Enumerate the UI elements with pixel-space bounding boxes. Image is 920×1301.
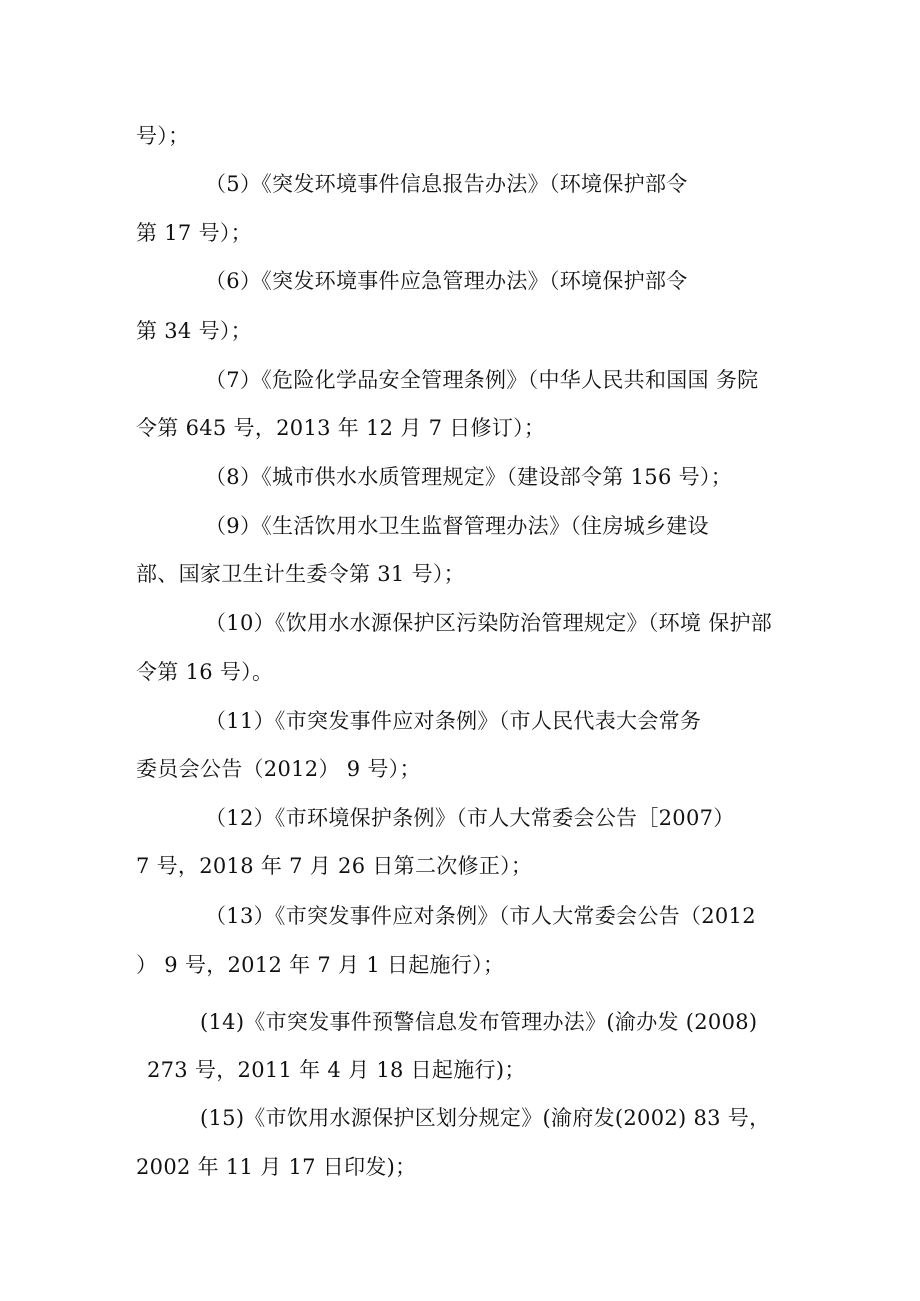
text-line: （12）《市环境保护条例》（市人大常委会公告［2007） bbox=[205, 806, 735, 830]
text-line: （9）《生活饮用水卫生监督管理办法》（住房城乡建设 bbox=[205, 514, 709, 538]
text-line: （6）《突发环境事件应急管理办法》（环境保护部令 bbox=[205, 269, 688, 293]
text-line: （5）《突发环境事件信息报告办法》（环境保护部令 bbox=[205, 172, 688, 196]
text-line: (15)《市饮用水源保护区划分规定》(渝府发(2002) 83 号， bbox=[200, 1106, 771, 1130]
text-line: 273 号，2011 年 4 月 18 日起施行)； bbox=[140, 1058, 526, 1082]
text-line: 第 34 号）； bbox=[136, 319, 252, 343]
text-line: 令第 16 号）。 bbox=[136, 660, 274, 684]
text-line: （7）《危险化学品安全管理条例》（中华人民共和国国 务院 bbox=[205, 368, 759, 392]
text-line: 7 号，2018 年 7 月 26 日第二次修正）； bbox=[136, 854, 533, 878]
text-line: （10）《饮用水水源保护区污染防治管理规定》（环境 保护部 bbox=[205, 611, 773, 635]
text-line: （13）《市突发事件应对条例》（市人大常委会公告（2012 bbox=[205, 904, 756, 928]
text-line: （8）《城市供水水质管理规定》（建设部令第 156 号）； bbox=[205, 465, 732, 489]
text-line: (14)《市突发事件预警信息发布管理办法》(渝办发 (2008) bbox=[200, 1010, 758, 1034]
text-line: 第 17 号）； bbox=[136, 221, 252, 245]
text-line: 委员会公告（2012） 9 号）； bbox=[136, 757, 421, 781]
text-line: 令第 645 号，2013 年 12 月 7 日修订）； bbox=[136, 416, 546, 440]
text-line: 部、国家卫生计生委令第 31 号）； bbox=[136, 562, 465, 586]
text-line: ） 9 号，2012 年 7 月 1 日起施行）； bbox=[136, 953, 505, 977]
text-line: 2002 年 11 月 17 日印发)； bbox=[136, 1155, 417, 1179]
text-line: 号）； bbox=[136, 124, 190, 148]
text-line: （11）《市突发事件应对条例》（市人民代表大会常务 bbox=[205, 709, 702, 733]
